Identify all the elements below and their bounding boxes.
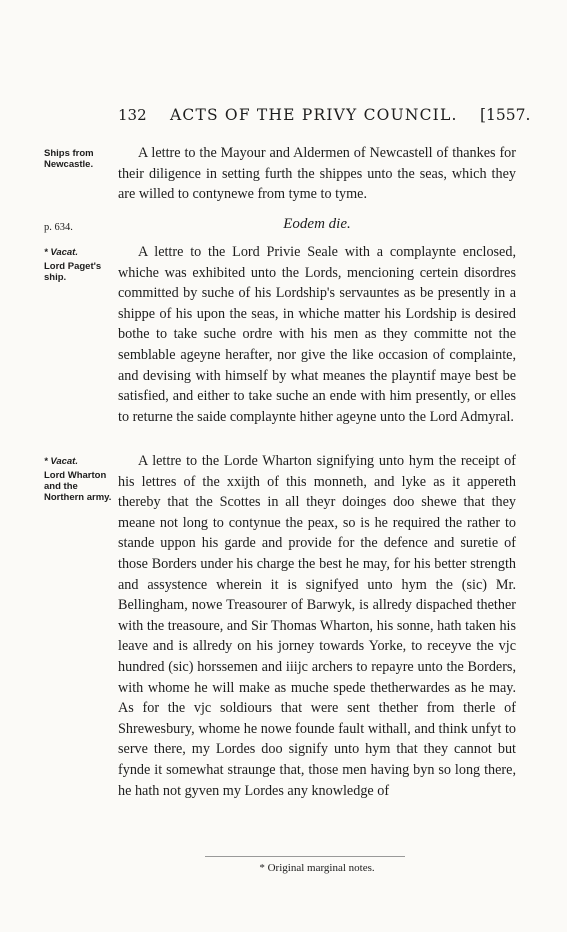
footnote: * Original marginal notes. — [259, 862, 375, 874]
margin-note-vacat-2: * Vacat. — [44, 456, 78, 467]
page-number: 132 — [118, 106, 147, 124]
margin-note-wharton: Lord Wharton and the Northern army. — [44, 470, 112, 503]
paragraph-privy-seal: A lettre to the Lord Privie Seale with a complaynte enclosed, whiche was exhibited unto the Lords, mencioning certein disordres committed by suche of his Lordship's servauntes as be presently in a shippe of his upon the seas, in whiche matter his Lordship is desired bothe to take suche ordre with his men as they committe not the semblable ageyne herafter, nor give the like occasion of complainte, and devising with himself by what meanes the playntif maye best be satisfied, and either to take suche an ende with him presently, or elles to returne the saide complaynte hither ageyne unto the Lord Admyral. — [118, 244, 516, 425]
footnote-rule — [205, 856, 405, 857]
year-marker: [1557. — [480, 106, 531, 124]
paragraph-newcastle: A lettre to the Mayour and Aldermen of Newcastell of thankes for their diligence in setting furth the shippes unto the seas, which they are willed to contynewe from tyme to tyme. — [118, 145, 516, 203]
page-header — [0, 106, 567, 128]
paragraph-wharton: A lettre to the Lorde Wharton signifying unto hym the receipt of his lettres of the xxijth of this monneth, and lyke as it appereth thereby that the Scottes in all theyr doinges doo shewe that they meane not long to contynue the peax, so is he required the rather to stande uppon his garde and provide for the defence and suretie of those Borders under his charge the best he may, for his better strength and assystence wherein it is signifyed unto hym the (sic) Mr. Bellingham, nowe Treasourer of Barwyk, is allredy dispached thether with the treasoure, and Sir Thomas Wharton, his sonne, hath taken his leave and is allredy on his jorney towards Yorke, to receyve the vjc hundred (sic) horssemen and iiijc archers to repayre unto the Borders, with whome he will make as muche spede thetherwardes as he may. As for the vjc soldiours that were sent thether from therle of Shrewesbury, whome he nowe founde fault withall, and think unfyt to serve there, my Lordes doo signify unto hym that they cannot but fynde it somewhat straunge that, those men having byn so long there, he hath not gyven my Lordes any knowledge of — [118, 453, 516, 799]
margin-note-ships: Ships from Newcastle. — [44, 148, 94, 170]
margin-note-vacat-1: * Vacat. — [44, 247, 78, 258]
margin-note-paget: Lord Paget's ship. — [44, 261, 102, 283]
running-title: ACTS OF THE PRIVY COUNCIL. — [170, 106, 458, 124]
margin-note-page-ref: p. 634. — [44, 222, 73, 233]
section-heading: Eodem die. — [283, 216, 351, 232]
